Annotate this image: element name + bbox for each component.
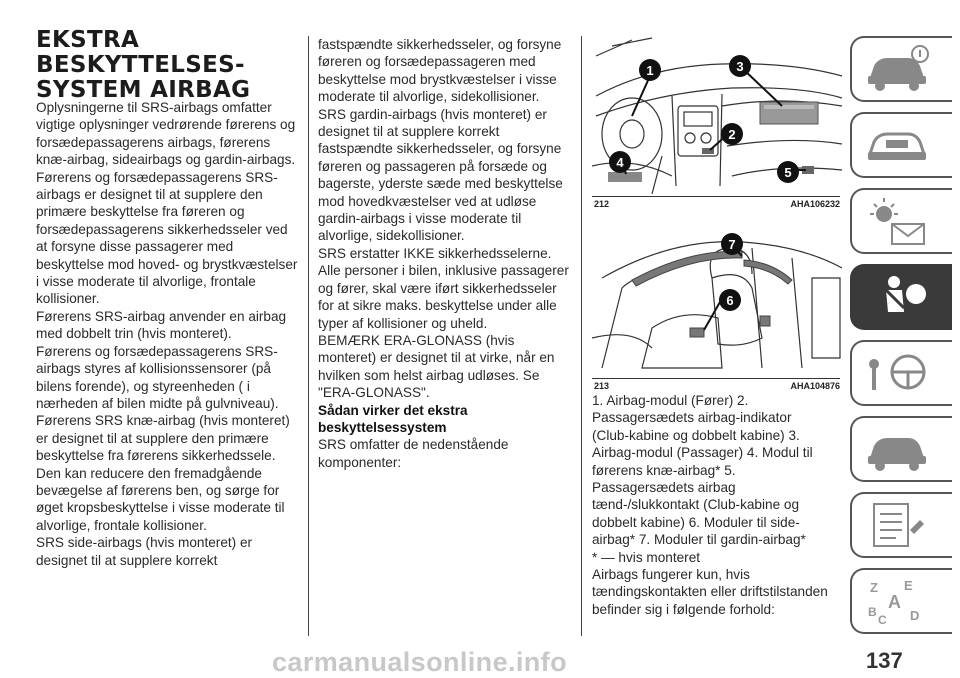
paragraph: BEMÆRK ERA-GLONASS (hvis monteret) er designet til at virke, når en hvilken som helst airbag udløses. Se "ERA-GLONASS".	[318, 332, 555, 401]
figure-dashboard-airbags	[592, 36, 844, 194]
figure-caption	[592, 378, 840, 393]
text-column-3	[592, 392, 828, 618]
steering-wheel-key-icon	[864, 348, 934, 398]
callout-label: 6	[726, 293, 734, 308]
paragraph: SRS omfatter de nedenstående komponenter:	[318, 437, 509, 470]
callout-label: 1	[646, 63, 654, 78]
heading-line: EKSTRA	[36, 27, 140, 53]
callout-label: 4	[616, 155, 624, 170]
tab-car-info[interactable]	[850, 36, 952, 102]
paragraph: fastspændte sikkerhedsseler, og forsyne føreren og forsædepassageren med beskyttelse mod brystkvæstelser i visse moderate til alvorlige, sidekollisioner.	[318, 37, 562, 105]
paragraph: Førerens og forsædepassagerens SRS-airbags styres af kollisionssensorer (på bilens forende), og styreenheden ( i nærheden af bilen midte på gulvniveau).	[36, 343, 279, 411]
car-info-icon	[864, 44, 934, 94]
paragraph: Førerens og forsædepassagerens SRS-airbags er designet til at supplere den primære beskyttelse fra føreren og forsædepassagerens sikkerhedsseler ved at forsyne disse passagerer med beskyttelse mod hoved- og brystkvæstelser i visse moderate til alvorlige, frontale kollisioner.	[36, 169, 298, 307]
text-column-2	[318, 36, 572, 471]
car-dashboard-icon	[864, 120, 934, 170]
dashboard-illustration	[592, 36, 844, 194]
paragraph: SRS erstatter IKKE sikkerhedsselerne. Alle personer i bilen, inklusive passagerer og fører, skal være iført sikkerhedsseler for at sikre maks. beskyttelse under alle typer af kollisioner og uheld.	[318, 245, 569, 331]
callout-label: 2	[728, 127, 736, 142]
warning-lights-icon	[864, 196, 934, 246]
tab-warning-lights[interactable]	[850, 188, 952, 254]
figure-caption	[592, 196, 840, 211]
paragraph: SRS side-airbags (hvis monteret) er designet til at supplere korrekt	[36, 535, 253, 568]
paragraph: Oplysningerne til SRS-airbags omfatter vigtige oplysninger vedrørende førerens og forsædepassagerens airbags, førerens knæ-airbag, sideairbags og gardin-airbags.	[36, 100, 296, 168]
seat-illustration	[592, 218, 844, 376]
heading-line: SYSTEM AIRBAG	[36, 77, 251, 103]
paragraph: Airbags fungerer kun, hvis tændingskontakten eller driftstilstanden befinder sig i følgende forhold:	[592, 567, 828, 617]
page-number: 137	[866, 648, 903, 673]
column-divider	[581, 36, 582, 636]
tab-safety[interactable]	[850, 264, 952, 330]
airbag-seatbelt-icon	[864, 272, 934, 322]
tab-dashboard[interactable]	[850, 112, 952, 178]
paragraph: * — hvis monteret	[592, 549, 701, 565]
svg-text:Z: Z	[870, 580, 878, 595]
paragraph: SRS gardin-airbags (hvis monteret) er designet til at supplere korrekt fastspændte sikkerhedsseler, og forsyne føreren og passageren på forsæde og bagerste, yderste sæde med beskyttelse mod hovedkvæstelser ved at udløse gardin-airbags i visse moderate til alvorlige, sidekollisioner.	[318, 106, 563, 244]
chapter-tabs	[850, 36, 960, 636]
callout-label: 5	[784, 165, 792, 180]
text-column-1	[36, 99, 298, 569]
figure-side-airbags	[592, 218, 844, 376]
svg-text:C: C	[878, 613, 887, 626]
tab-index[interactable]	[850, 568, 952, 634]
car-service-icon	[864, 424, 934, 474]
figure-number: 212	[594, 199, 610, 209]
paragraph: Førerens SRS knæ-airbag (hvis monteret) er designet til at supplere den primære beskyttelse fra førerens sikkerhedssele. Den kan reducere den fremadgående bevægelse af førerens ben, og sørge for øget kropsbeskyttelse i visse moderate til alvorlige, frontale kollisioner.	[36, 413, 290, 533]
paragraph: Førerens SRS-airbag anvender en airbag med dobbelt trin (hvis monteret).	[36, 308, 287, 342]
column-divider	[308, 36, 309, 636]
tab-emergency[interactable]	[850, 416, 952, 482]
tab-technical-data[interactable]	[850, 492, 952, 558]
figure-code: AHA106232	[790, 199, 840, 209]
svg-text:A: A	[888, 592, 901, 612]
subheading: Sådan virker det ekstra beskyttelsessystem	[318, 402, 468, 435]
checklist-icon	[864, 500, 934, 550]
watermark: carmanualsonline.info	[272, 647, 567, 677]
svg-text:B: B	[868, 605, 877, 619]
callout-label: 3	[736, 59, 744, 74]
heading-line: BESKYTTELSES-	[36, 52, 245, 78]
callout-label: 7	[728, 237, 736, 252]
section-heading	[36, 28, 298, 103]
alphabet-index-icon	[864, 576, 934, 626]
tab-starting-driving[interactable]	[850, 340, 952, 406]
figure-number: 213	[594, 381, 610, 391]
svg-text:E: E	[904, 578, 913, 593]
paragraph: 1. Airbag-modul (Fører) 2. Passagersædets airbag-indikator (Club-kabine og dobbelt kabine) 3. Airbag-modul (Passager) 4. Modul til førerens knæ-airbag* 5. Passagersædets airbag tænd-/slukkontakt (Club-kabine og dobbelt kabine) 6. Moduler til side-airbag* 7. Moduler til gardin-airbag*	[592, 393, 813, 548]
svg-text:D: D	[910, 608, 920, 623]
figure-code: AHA104876	[790, 381, 840, 391]
